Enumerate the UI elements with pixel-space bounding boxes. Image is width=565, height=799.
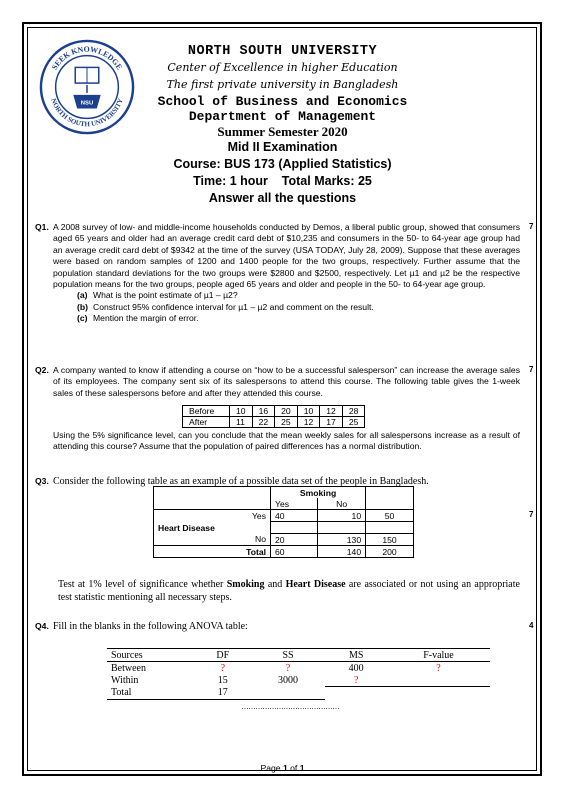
table-header-row: [107, 649, 490, 662]
table-row: [154, 522, 414, 534]
table-cell: 25: [275, 417, 298, 428]
table-cell: 130: [318, 534, 366, 546]
question-2: [35, 365, 520, 399]
page-total: 1: [299, 763, 305, 773]
column-header: DF: [195, 649, 251, 662]
table-cell: [366, 487, 414, 510]
page-number: 1: [282, 763, 288, 773]
question-text: Fill in the blanks in the following ANOVA table:: [53, 621, 248, 632]
table-cell: [251, 687, 326, 700]
contingency-table: [153, 486, 414, 558]
anova-table: [107, 648, 490, 700]
table-cell: Total: [107, 687, 195, 700]
table-row: [107, 662, 490, 675]
table-cell: 25: [342, 417, 365, 428]
table-cell: 22: [252, 417, 275, 428]
table-cell: 15: [217, 674, 228, 686]
sub-question-b: [77, 302, 520, 313]
table-cell: 17: [320, 417, 343, 428]
svg-text:SEEK KNOWLEDGE: SEEK KNOWLEDGE: [49, 44, 125, 72]
instruction: Answer all the questions: [208, 191, 357, 205]
marks-q3: 7: [529, 510, 534, 519]
table-row: [154, 534, 414, 546]
school-name: School of Business and Economics: [157, 94, 408, 109]
row-label: Yes: [154, 510, 271, 522]
column-header: F-value: [387, 649, 490, 662]
table-row: [107, 674, 490, 687]
sub-text: What is the point estimate of µ1 – µ2?: [93, 290, 238, 301]
table-cell: 10: [297, 406, 320, 417]
course-title: Course: BUS 173 (Applied Statistics): [173, 157, 392, 171]
table-cell: [387, 687, 490, 700]
table-cell: 150: [366, 534, 414, 546]
table-cell: 140: [318, 546, 366, 558]
table-cell: 17: [195, 687, 251, 700]
text-bold: Smoking: [226, 579, 265, 590]
question-text: Consider the following table as an example of a possible data set of the people in Bangladesh.: [53, 476, 429, 487]
table-cell: 3000: [278, 674, 299, 686]
table-cell: [387, 674, 490, 687]
column-header: MS: [325, 649, 386, 662]
question-number: Q4.: [35, 621, 49, 631]
table-cell: 12: [297, 417, 320, 428]
text-segment: are associated or not using an appropriate test statistic mentioning all necessary steps.: [58, 579, 520, 603]
table-cell: 200: [366, 546, 414, 558]
table-cell: 11: [230, 417, 253, 428]
column-header: Yes: [271, 498, 318, 510]
text-segment: and: [264, 579, 286, 590]
sub-label: (c): [77, 313, 88, 324]
sub-text: Construct 95% confidence interval for µ1 – µ2 and comment on the result.: [93, 301, 374, 312]
question-3-instructions: [58, 578, 520, 604]
sales-table: [182, 405, 365, 428]
column-header: SS: [251, 649, 326, 662]
column-header: No: [318, 498, 366, 510]
semester: Summer Semester 2020: [217, 124, 348, 139]
table-row: [154, 487, 414, 499]
marks-q2: 7: [529, 365, 534, 374]
question-4: [35, 621, 520, 633]
table-cell: 10: [318, 510, 366, 522]
question-text: A 2008 survey of low- and middle-income households conducted by Demos, a liberal public group, showed that consumers aged 65 years and older had an average credit card debt of $10,235 and consumers in the 50- to 64-year age group had an average credit card debt of $9342 at the time of the survey (USA TODAY, July 28, 2009). Suppose that these averages were based on random samples of 1200 and 1400 people for the two groups, respectively. Further assume that the population standard deviations for the two groups were $2800 and $2500, respectively. Let µ1 and µ2 be the respective population means for the two groups, people aged 65 years and older and people in the 50- to 64-year age group.: [53, 222, 520, 290]
sub-label: (a): [77, 290, 88, 301]
table-cell: [154, 487, 271, 510]
row-group-label: Heart Disease: [154, 522, 271, 534]
table-cell: Between: [111, 662, 146, 674]
table-cell: 40: [271, 510, 318, 522]
marks-q1: 7: [529, 222, 534, 231]
table-cell: [366, 522, 414, 534]
blank-cell: ?: [285, 662, 291, 674]
column-group-header: Smoking: [271, 487, 366, 499]
text-bold: Heart Disease: [285, 579, 346, 590]
table-row: [107, 687, 490, 700]
column-header: Sources: [107, 649, 195, 662]
table-cell: [318, 522, 366, 534]
row-label: No: [154, 534, 271, 546]
question-number: Q1.: [35, 222, 49, 232]
blank-cell: ?: [220, 662, 226, 674]
exam-title: Mid II Examination: [227, 140, 338, 154]
table-row: [154, 546, 414, 558]
text-segment: Test at 1% level of significance whether: [58, 579, 227, 590]
university-name: NORTH SOUTH UNIVERSITY: [187, 44, 378, 59]
table-cell: 12: [320, 406, 343, 417]
footer-text: Page: [260, 763, 283, 773]
svg-text:NORTH SOUTH UNIVERSITY: NORTH SOUTH UNIVERSITY: [49, 97, 125, 129]
table-cell: 20: [275, 406, 298, 417]
university-motto: Center of Excellence in higher Education: [167, 61, 398, 74]
question-text: A company wanted to know if attending a course on “how to be a successful salesperson” can increase the average sales of its employees. The company sent six of its salespersons to attend this course. The following table gives the 1-week sales of these salespersons before and after they attended this course.: [53, 365, 520, 398]
university-tagline: The first private university in Bangladesh: [166, 78, 399, 91]
question-number: Q3.: [35, 476, 49, 486]
sub-label: (b): [77, 301, 88, 312]
table-cell: After: [183, 417, 230, 428]
row-label: Total: [154, 546, 271, 558]
sub-text: Mention the margin of error.: [93, 313, 199, 324]
question-number: Q2.: [35, 365, 49, 375]
question-2-instructions: Using the 5% significance level, can you conclude that the mean weekly sales for all salespersons increase as a result of attending this course? Assume that the population of paired differences has a normal distribution.: [53, 430, 520, 452]
svg-text:NSU: NSU: [80, 100, 94, 107]
footer-text: of: [287, 763, 300, 773]
table-cell: 10: [230, 406, 253, 417]
sub-question-a: [77, 290, 520, 301]
question-1: [35, 222, 520, 325]
table-cell: 400: [348, 662, 364, 674]
department-name: Department of Management: [188, 109, 377, 124]
table-cell: 20: [271, 534, 318, 546]
table-cell: [325, 687, 386, 700]
table-cell: 60: [271, 546, 318, 558]
blank-cell: ?: [325, 674, 386, 687]
table-row: [183, 417, 365, 428]
blank-cell: ?: [436, 662, 441, 674]
table-cell: 28: [342, 406, 365, 417]
table-cell: Before: [183, 406, 230, 417]
marks-q4: 4: [529, 621, 534, 630]
table-cell: 16: [252, 406, 275, 417]
table-cell: 50: [366, 510, 414, 522]
page-footer: [0, 763, 565, 773]
table-row: [183, 406, 365, 417]
sub-question-c: [77, 313, 520, 324]
end-dots: ……………………………………: [241, 702, 339, 711]
table-row: [154, 510, 414, 522]
table-cell: Within: [111, 674, 139, 686]
time-marks: Time: 1 hour Total Marks: 25: [193, 174, 372, 188]
table-cell: [271, 522, 318, 534]
